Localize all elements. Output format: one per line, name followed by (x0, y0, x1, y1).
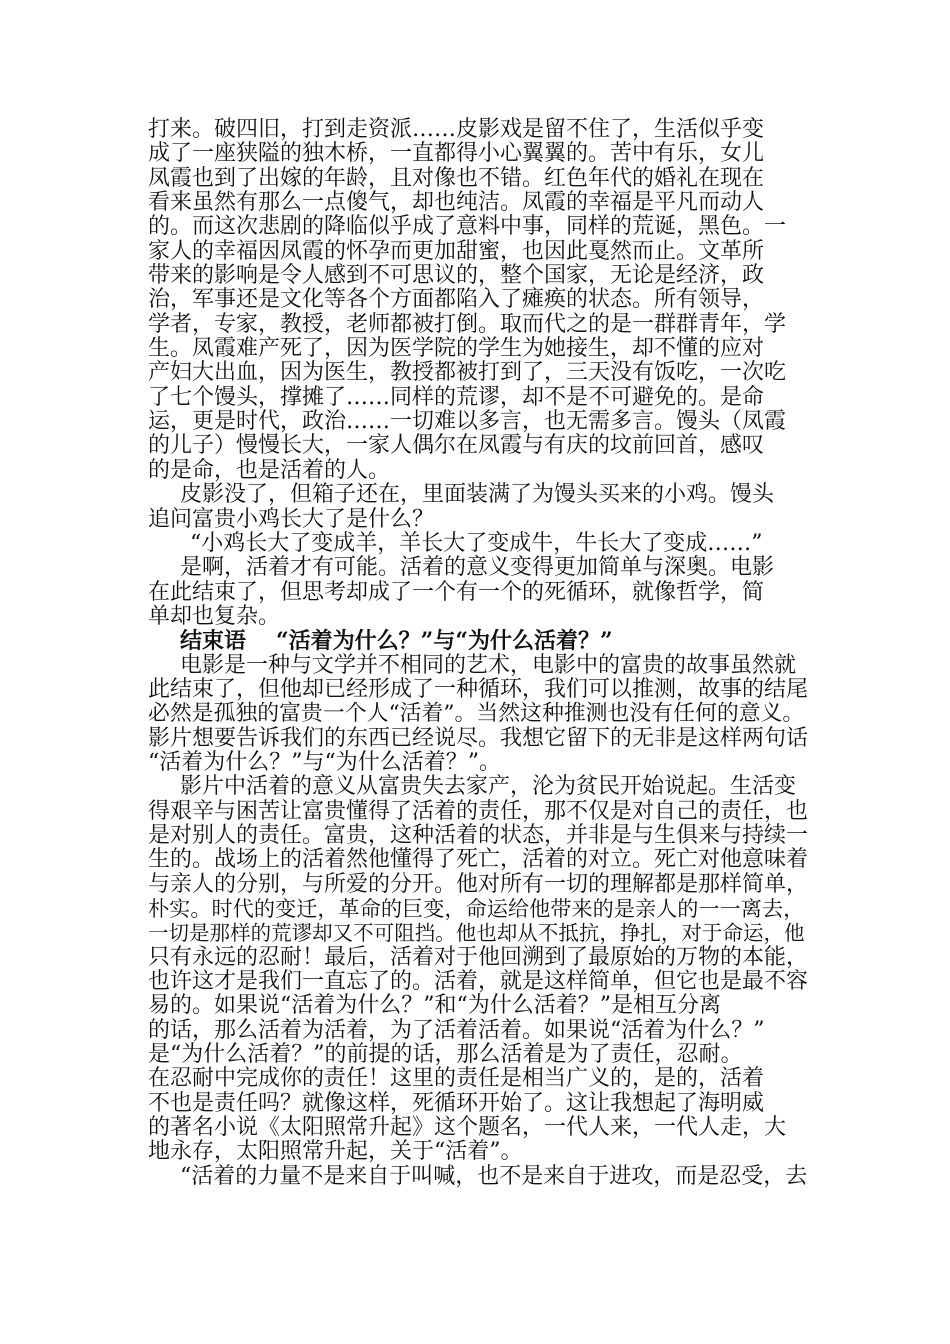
text-line: 学者，专家，教授，老师都被打倒。取而代之的是一群群青年，学 (148, 311, 787, 337)
quote-line: “小鸡长大了变成羊，羊长大了变成牛，牛长大了变成……” (190, 530, 763, 556)
text-line: 看来虽然有那么一点傻气，却也纯洁。凤霞的幸福是平凡而动人 (148, 190, 765, 216)
text-line: 皮影没了，但箱子还在，里面装满了为馒头买来的小鸡。馒头 (180, 482, 775, 508)
text-line: 的儿子）慢慢长大，一家人偶尔在凤霞与有庆的坟前回首，感叹 (148, 433, 765, 459)
text-line: 运，更是时代，政治……一切难以多言，也无需多言。馒头（凤霞 (148, 409, 787, 435)
text-line: 影片想要告诉我们的东西已经说尽。我想它留下的无非是这样两句话 (148, 725, 809, 751)
text-line: 不也是责任吗？就像这样，死循环开始了。这让我想起了海明威 (148, 1090, 765, 1116)
text-line: 在忍耐中完成你的责任！这里的责任是相当广义的，是的，活着 (148, 1066, 765, 1092)
text-line: 带来的影响是令人感到不可思议的，整个国家，无论是经济，政 (148, 263, 765, 289)
text-line: 的话，那么活着为活着，为了活着活着。如果说“活着为什么？” (148, 1017, 765, 1043)
text-line: 是啊，活着才有可能。活着的意义变得更加简单与深奥。电影 (180, 555, 775, 581)
text-line: 是对别人的责任。富贵，这种活着的状态，并非是与生俱来与持续一 (148, 822, 809, 848)
section-heading (148, 629, 808, 653)
text-line: 生。凤霞难产死了，因为医学院的学生为她接生，却不懂的应对 (148, 336, 765, 362)
text-line: 打来。破四旧，打到走资派……皮影戏是留不住了，生活似乎变 (148, 117, 765, 142)
text-line: 与亲人的分别，与所爱的分开。他对所有一切的理解都是那样简单， (148, 871, 809, 897)
text-line: 追问富贵小鸡长大了是什么？ (148, 506, 435, 532)
text-line: 家人的幸福因凤霞的怀孕而更加甜蜜，也因此戛然而止。文革所 (148, 238, 765, 264)
text-line: 产妇大出血，因为医生，教授都被打到了，三天没有饭吃，一次吃 (148, 360, 787, 386)
text-line: 此结束了，但他却已经形成了一种循环，我们可以推测，故事的结尾 (148, 676, 809, 702)
text-line: 成了一座狭隘的独木桥，一直都得小心翼翼的。苦中有乐，女儿 (148, 141, 765, 167)
text-line: 的著名小说《太阳照常升起》这个题名，一代人来，一代人走，大 (148, 1115, 787, 1141)
text-line: 也许这才是我们一直忘了的。活着，就是这样简单，但它也是最不容 (148, 969, 809, 995)
text-line: 朴实。时代的变迁，革命的巨变，命运给他带来的是亲人的一一离去， (148, 896, 805, 921)
text-line: 是“为什么活着？”的前提的话，那么活着是为了责任，忍耐。 (148, 1042, 743, 1068)
text-line: “活着的力量不是来自于叫喊，也不是来自于进攻，而是忍受，去 (180, 1163, 808, 1189)
text-line: 一切是那样的荒谬却又不可阻挡。他也却从不抵抗，挣扎，对于命运，他 (148, 921, 805, 946)
text-line: 了七个馒头，撑摊了……同样的荒谬，却不是不可避免的。是命 (148, 384, 765, 410)
body-text (148, 118, 808, 1189)
text-line: 易的。如果说“活着为什么？”和“为什么活着？”是相互分离 (148, 993, 721, 1019)
text-line: 影片中活着的意义从富贵失去家产，沦为贫民开始说起。生活变 (180, 774, 797, 800)
text-line: 凤霞也到了出嫁的年龄，且对像也不错。红色年代的婚礼在现在 (148, 165, 765, 191)
text-line: 治，军事还是文化等各个方面都陷入了瘫痪的状态。所有领导， (148, 287, 765, 313)
text-line: “活着为什么？”与“为什么活着？”。 (148, 749, 501, 775)
text-line: 必然是孤独的富贵一个人“活着”。当然这种推测也没有任何的意义。 (148, 701, 805, 727)
text-line: 的是命，也是活着的人。 (148, 457, 391, 483)
text-line: 在此结束了，但思考却成了一个有一个的死循环，就像哲学，简 (148, 579, 765, 605)
text-line: 地永存，太阳照常升起，关于“活着”。 (148, 1139, 523, 1165)
heading-label: 结束语 (180, 628, 247, 655)
text-line: 只有永远的忍耐！最后，活着对于他回溯到了最原始的万物的本能， (148, 944, 809, 970)
text-line: 生的。战场上的活着然他懂得了死亡，活着的对立。死亡对他意味着 (148, 847, 809, 873)
text-line: 的。而这次悲剧的降临似乎成了意料中事，同样的荒诞，黑色。一 (148, 214, 787, 240)
text-line: 电影是一种与文学并不相同的艺术，电影中的富贵的故事虽然就 (180, 652, 797, 678)
heading-title: “活着为什么？”与“为什么活着？” (276, 628, 613, 655)
text-line: 得艰辛与困苦让富贵懂得了活着的责任，那不仅是对自己的责任，也 (148, 798, 809, 824)
text-line: 单却也复杂。 (148, 603, 281, 629)
